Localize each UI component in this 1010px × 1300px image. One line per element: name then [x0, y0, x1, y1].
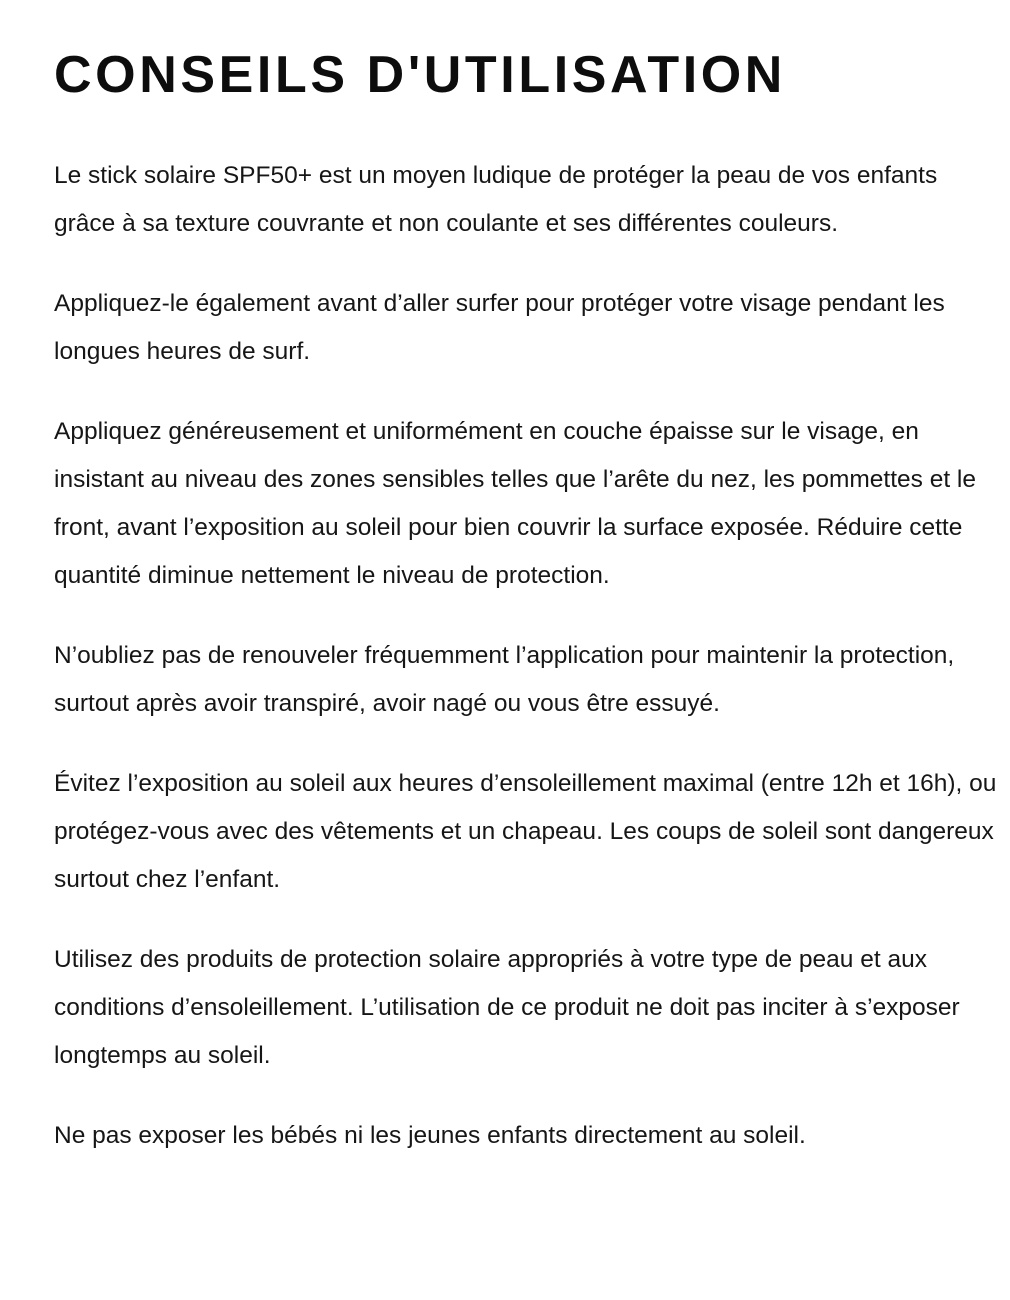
paragraph-appropriate-products: Utilisez des produits de protection solaire appropriés à votre type de peau et aux conditions d’ensoleillement. L’utilisation de ce produit ne doit pas inciter à s’exposer longtemps au soleil.: [54, 946, 960, 1069]
paragraph-babies-warning: Ne pas exposer les bébés ni les jeunes enfants directement au soleil.: [54, 1122, 806, 1149]
paragraph-reapply: N’oubliez pas de renouveler fréquemment l’application pour maintenir la protection, surtout après avoir transpiré, avoir nagé ou vous être essuyé.: [54, 642, 955, 717]
paragraph-intro: Le stick solaire SPF50+ est un moyen ludique de protéger la peau de vos enfants grâce à sa texture couvrante et non coulante et ses différentes couleurs.: [54, 162, 938, 237]
section-title: CONSEILS D'UTILISATION: [54, 46, 786, 104]
usage-tips-section: [54, 40, 999, 1192]
paragraph-avoid-exposure: Évitez l’exposition au soleil aux heures d’ensoleillement maximal (entre 12h et 16h), ou protégez-vous avec des vêtements et un chapeau. Les coups de soleil sont dangereux surtout chez l’enfant.: [54, 770, 997, 893]
paragraph-surf: Appliquez-le également avant d’aller surfer pour protéger votre visage pendant les longues heures de surf.: [54, 290, 945, 365]
paragraph-application: Appliquez généreusement et uniformément en couche épaisse sur le visage, en insistant au niveau des zones sensibles telles que l’arête du nez, les pommettes et le front, avant l’exposition au soleil pour bien couvrir la surface exposée. Réduire cette quantité diminue nettement le niveau de protection.: [54, 418, 977, 589]
